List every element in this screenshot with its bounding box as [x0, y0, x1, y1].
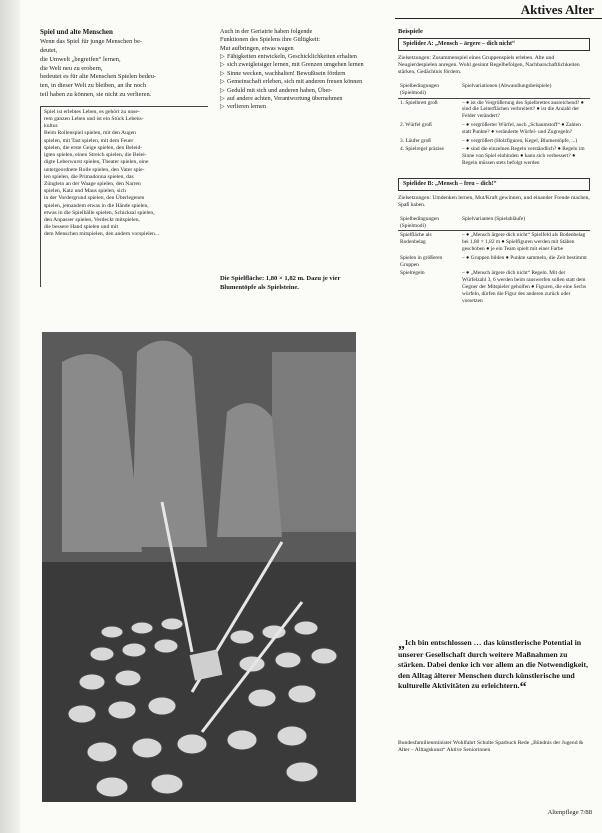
boxed-line: digte Leberwurst spielen, Theater spielen, eine: [44, 159, 149, 166]
col-header-spielbedingungen: Spielbedingungen (Spielmodi): [398, 82, 460, 98]
boxed-line: igten spielen, einen Streich spielen, die Belei-: [44, 152, 147, 159]
boxed-text-spielen: [40, 106, 208, 287]
boxed-line: untergeordnete Rolle spielen, den Vater spie-: [44, 166, 145, 173]
boxed-line: rem ganzen Leben und ist ein Stück Lebens-: [44, 116, 144, 123]
boxed-line: den Anpasser spielen, Verdeckt mitspielen,: [44, 216, 140, 223]
boxed-line: spielen, mit Tast spielen, mit dem Feuer: [44, 137, 134, 144]
triangle-bullet-icon: ▷: [220, 94, 225, 102]
heading-beispiele: Beispiele: [398, 28, 423, 35]
page-footer: Altenpflege 7/88: [547, 809, 592, 816]
function-bullet: ▷ Geduld mit sich und anderen haben, Über-: [220, 86, 333, 94]
game-a-title: Spielidee A: „Mensch – ärgere – dich nicht“: [398, 38, 590, 51]
intro-line: die Umwelt „begreifen“ lernen,: [40, 55, 121, 63]
boxed-line: spielen, jemandem etwas in die Hände spielen,: [44, 202, 149, 209]
column-left: [40, 28, 208, 287]
game-b-table: [398, 215, 590, 306]
boxed-line: kultur.: [44, 123, 59, 130]
boxed-line: etwas in die Spielbälle spielen, Schicksal spielen,: [44, 209, 155, 216]
scan-edge: [0, 0, 20, 833]
pull-quote: [398, 638, 590, 693]
triangle-bullet-icon: ▷: [220, 69, 225, 77]
running-header: [395, 0, 602, 19]
table-row: 1. Spielbrett groß – ● ist die Vergrößerung des Spielbrettes ausreichend? ● sind die Leiterflächen verbreitert? ● ist die Anzahl der Felder verändert?: [400, 99, 584, 120]
heading-spiel-alte-menschen: Spiel und alte Menschen: [40, 28, 113, 36]
section-title: Aktives Alter: [520, 2, 594, 17]
col-header-spielvarianten: Spielvarianten (Spielabläufe): [460, 215, 590, 231]
function-bullet: ▷ Fähigkeiten entwickeln, Geschicklichkeiten erhalten: [220, 52, 357, 60]
photo-caption: Die Spielfläche: 1,80 × 1,82 m. Dazu je vier Blumentöpfe als Spielsteine.: [220, 275, 341, 291]
col-header-spielvariationen: Spielvariationen (Abwandlungsbeispiele): [460, 82, 590, 98]
triangle-bullet-icon: ▷: [220, 86, 225, 94]
close-quote-icon: “: [519, 679, 527, 695]
functions-intro-line: Funktionen des Spielens ihre Gültigkeit:: [220, 36, 321, 44]
triangle-bullet-icon: ▷: [220, 103, 225, 111]
intro-line: bedeutet es für alte Menschen Spielen bedeu-: [40, 73, 157, 81]
game-a-table: [398, 82, 590, 168]
photo-floor-game: [42, 332, 356, 802]
table-row: 4. Spielregel präzise – ● sind die einzelnen Regeln verständlich? ● Regeln im Sinne von Spiel einbinden ● kann sich verbessert? ● Regeln müssen stets befolgt werden: [400, 146, 585, 166]
game-b-title: Spielidee B: „Mensch – freu – dich!“: [398, 178, 590, 191]
boxed-line: len spielen, die Primadonna spielen, das: [44, 173, 134, 180]
functions-intro-line: Mut aufbringen, etwas wagen: [220, 44, 294, 52]
triangle-bullet-icon: ▷: [220, 61, 225, 69]
function-bullet: ▷ Sinne wecken, wachhalten! Bewußtsein fördern: [220, 69, 346, 77]
column-right: [398, 28, 590, 305]
boxed-line: spielen, Katz und Maus spielen, sich: [44, 188, 126, 195]
table-row: 3. Läufer groß – ● vergrößert (Holzfiguren, Kegel, Blumentöpfe, ...): [400, 137, 578, 144]
function-bullet: ▷ sich zweigleisiger lernen, mit Grenzen umgehen lernen: [220, 61, 364, 69]
boxed-line: die bessere Hand spielen und mit: [44, 224, 119, 231]
triangle-bullet-icon: ▷: [220, 78, 225, 86]
function-bullet: ▷ verlieren lernen: [220, 103, 266, 111]
game-a-description: Zielsetzungen: Zusammenspiel eines Gruppenspiels erleben. Alte und Neugierdespielen anregen. Wohl gesinnt Regelbefolgen, Nachbarschaftlichkeiten stärken, Gedächtnis fördern.: [398, 55, 580, 75]
intro-line: ten, in dieser Welt zu bleiben, an ihr noch: [40, 82, 147, 90]
table-row: 2. Würfel groß – ● vergrößerter Würfel, auch „Schaumstoff“ ● Zahlen statt Punkte? ● veränderte Würfel- und Zugregeln?: [400, 121, 581, 135]
open-quote-icon: „: [398, 637, 405, 652]
photo-illustration: [42, 332, 356, 802]
column-middle: [220, 28, 385, 112]
intro-line: deutet,: [40, 47, 58, 55]
intro-line: teil haben zu können, sie nicht zu verlieren.: [40, 91, 152, 99]
boxed-line: dem Menschen mitspielen, den andern vorspielen...: [44, 231, 160, 238]
quote-attribution: Bundesfamilienminister Wohlfahrt Schulte Sparbuch Rede „Bündnis der Jugend & Alter – Alltagskunst“ Aktive Seniorinnen: [398, 740, 584, 753]
intro-line: die Welt neu zu erobern,: [40, 64, 103, 72]
boxed-line: in der Vordergrund spielen, den Überlegenen: [44, 195, 145, 202]
table-row: Spielen in größeren Gruppen – ● Gruppen bilden ● Punkte sammeln, die Zeit bestimmt: [400, 254, 587, 268]
col-header-spielbedingungen: Spielbedingungen (Spielmodi): [398, 215, 460, 231]
boxed-line: Zünglein an der Waage spielen, den Narren: [44, 180, 141, 187]
intro-text: [40, 38, 208, 100]
intro-line: Wenn das Spiel für junge Menschen be-: [40, 38, 143, 46]
game-b-description: Zielsetzungen: Umdenken lernen, Mut/Kraft gewinnen, und einander Freude machen, Spaß haben.: [398, 194, 590, 208]
table-row: Spielfläche als Bodenbelag – ● „Mensch ärgere dich nicht“ Spielfeld als Bodenbelag bei 1,80 × 1,82 m ● Spielfiguren werden mit Stäben geschoben ● je ein Team spielt mit einer Farbe: [400, 232, 586, 252]
function-bullet: ▷ auf andere achten, Verantwortung übernehmen: [220, 94, 343, 102]
boxed-line: Spiel ist erlebtes Leben, es gehört zu unse-: [44, 108, 140, 115]
boxed-line: spielen, die erste Geige spielen, den Beleid-: [44, 144, 143, 151]
function-bullet: ▷ Gemeinschaft erleben, sich mit anderen freuen können: [220, 78, 363, 86]
boxed-line: Beim Rollenspiel spielen, mit den Augen: [44, 130, 136, 137]
quote-text: Ich bin entschlossen … das künstlerische Potential in unserer Gesellschaft durch weitere Maßnahmen zu stärken. Dabei denke ich vor allem an die Notwendigkeit, den Alltag älterer Menschen durch künstlerische und kulturelle Aktivitäten zu erleichtern.: [398, 638, 589, 690]
table-row: Spielregeln – ● „Mensch ärgere dich nicht“ Regeln. Mit der Würfelzahl 3, 6 werden beim rauswerfen sollen statt dem Gegner der Mitspieler geholfen ● Figuren, die eine Sechs würfeln, dürfen die Figur des anderen zurück oder vorsetzen: [400, 270, 587, 304]
triangle-bullet-icon: ▷: [220, 52, 225, 60]
functions-intro-line: Auch in der Geriatrie haben folgende: [220, 28, 313, 35]
